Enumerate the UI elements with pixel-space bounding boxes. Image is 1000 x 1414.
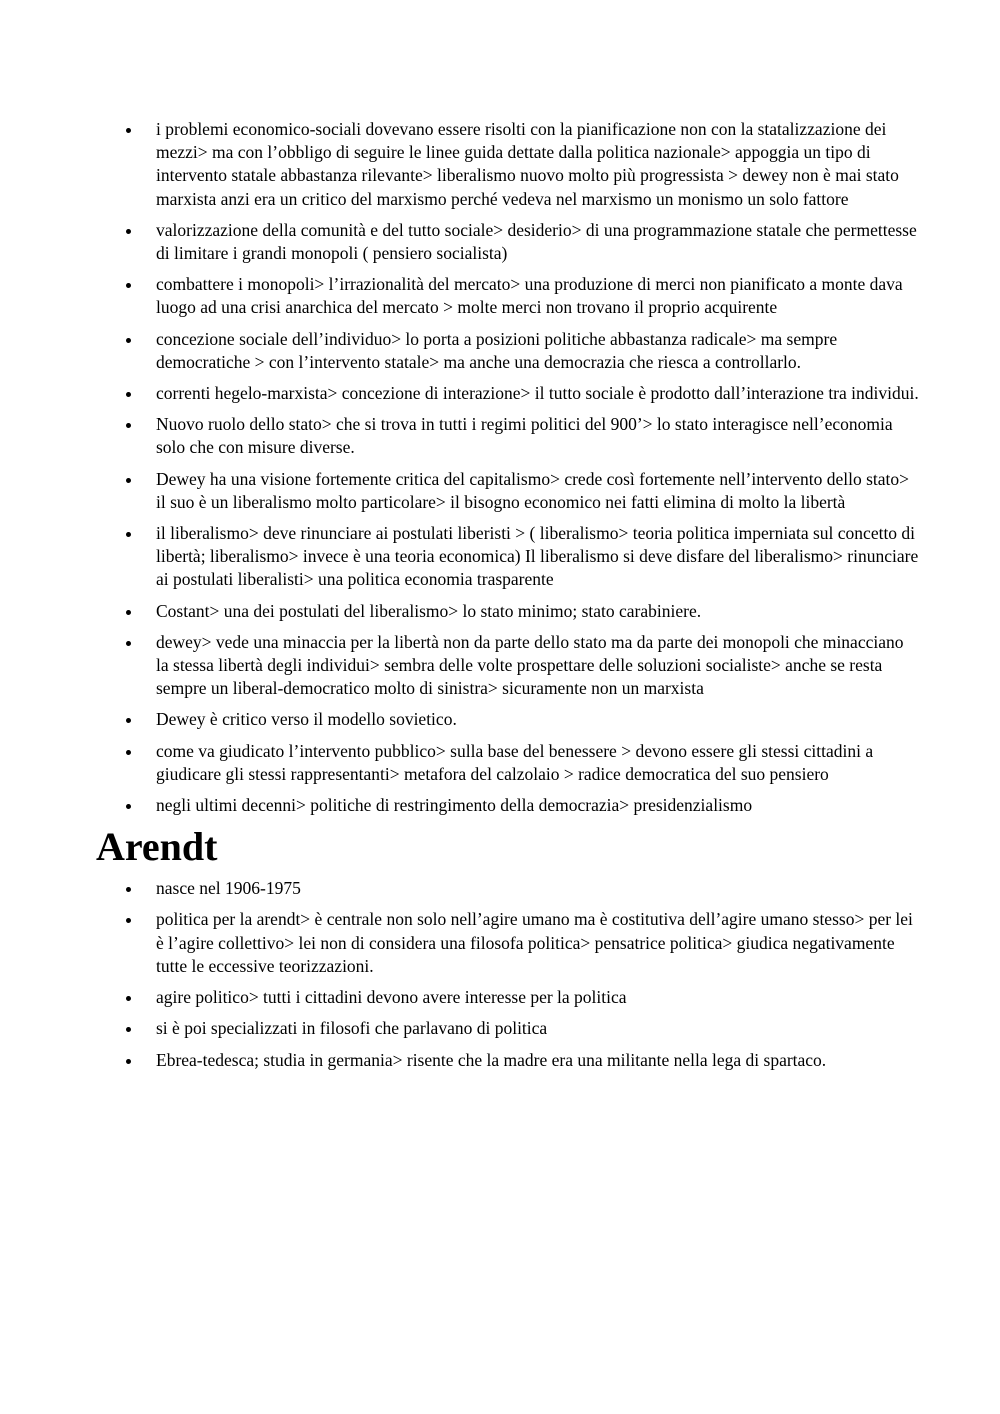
bullet-icon <box>126 229 131 234</box>
bullet-list-arendt <box>96 877 920 1071</box>
list-item <box>156 794 920 817</box>
list-item-text: Dewey ha una visione fortemente critica del capitalismo> crede così fortemente nell’intervento dello stato> il suo è un liberalismo molto particolare> il bisogno economico nei fatti elimina di molto la libertà <box>156 468 909 512</box>
list-item-text: nasce nel 1906-1975 <box>156 878 301 899</box>
list-item <box>156 273 920 319</box>
list-item-text: Dewey è critico verso il modello sovietico. <box>156 709 457 730</box>
list-item <box>156 908 920 978</box>
list-item-text: combattere i monopoli> l’irrazionalità del mercato> una produzione di merci non pianificato a monte dava luogo ad una crisi anarchica del mercato > molte merci non trovano il proprio acquirente <box>156 274 903 318</box>
list-item-text: si è poi specializzati in filosofi che parlavano di politica <box>156 1018 548 1039</box>
bullet-icon <box>126 641 131 646</box>
list-item <box>156 468 920 514</box>
bullet-icon <box>126 887 131 892</box>
bullet-icon <box>126 423 131 428</box>
bullet-icon <box>126 128 131 133</box>
bullet-list-dewey <box>96 118 920 817</box>
list-item <box>156 708 920 731</box>
list-item <box>156 600 920 623</box>
list-item-text: Costant> una dei postulati del liberalismo> lo stato minimo; stato carabiniere. <box>156 600 702 621</box>
bullet-icon <box>126 478 131 483</box>
list-item-text: agire politico> tutti i cittadini devono avere interesse per la politica <box>156 987 627 1008</box>
list-item-text: concezione sociale dell’individuo> lo porta a posizioni politiche abbastanza radicale> ma sempre democratiche > con l’intervento statale> ma anche una democrazia che riesca a controllarlo. <box>156 328 838 372</box>
list-item-text: valorizzazione della comunità e del tutto sociale> desiderio> di una programmazione statale che permettesse di limitare i grandi monopoli ( pensiero socialista) <box>156 219 917 264</box>
list-item-text: negli ultimi decenni> politiche di restringimento della democrazia> presidenzialismo <box>156 795 753 816</box>
bullet-icon <box>126 918 131 923</box>
bullet-icon <box>126 610 131 615</box>
bullet-icon <box>126 338 131 343</box>
bullet-icon <box>126 532 131 537</box>
list-item <box>156 1017 920 1040</box>
list-item <box>156 328 920 374</box>
list-item-text: i problemi economico-sociali dovevano essere risolti con la pianificazione non con la statalizzazione dei mezzi> ma con l’obbligo di seguire le linee guida dettate dalla politica nazionale> appoggia un tipo di intervento statale abbastanza rilevante> liberalismo nuovo molto più progressista > dewey non è mai stato marxista anzi era un critico del marxismo perché vedeva nel marxismo un monismo un solo fattore <box>156 119 899 209</box>
list-item-text: correnti hegelo-marxista> concezione di interazione> il tutto sociale è prodotto dall’interazione tra individui. <box>156 383 919 404</box>
list-item <box>156 631 920 701</box>
list-item-text: dewey> vede una minaccia per la libertà non da parte dello stato ma da parte dei monopoli che minacciano la stessa libertà degli individui> sembra delle volte prospettare delle soluzioni socialiste> anche se resta sempre un liberal-democratico molto di sinistra> sicuramente non un marxista <box>156 631 904 699</box>
bullet-icon <box>126 996 131 1001</box>
list-item <box>156 522 920 592</box>
bullet-icon <box>126 718 131 723</box>
bullet-icon <box>126 283 131 288</box>
list-item <box>156 986 920 1009</box>
list-item <box>156 1049 920 1072</box>
section-heading: Arendt <box>96 824 218 870</box>
list-item <box>156 877 920 900</box>
bullet-icon <box>126 804 131 809</box>
list-item-text: Nuovo ruolo dello stato> che si trova in tutti i regimi politici del 900’> lo stato interagisce nell’economia solo che con misure diverse. <box>156 414 893 458</box>
bullet-icon <box>126 750 131 755</box>
list-item <box>156 740 920 786</box>
list-item-text: Ebrea-tedesca; studia in germania> risente che la madre era una militante nella lega di spartaco. <box>156 1049 827 1070</box>
bullet-icon <box>126 392 131 397</box>
list-item-text: come va giudicato l’intervento pubblico> sulla base del benessere > devono essere gli stessi cittadini a giudicare gli stessi rappresentanti> metafora del calzolaio > radice democratica del suo pensiero <box>156 740 874 784</box>
list-item <box>156 382 920 405</box>
bullet-icon <box>126 1027 131 1032</box>
list-item <box>156 219 920 265</box>
bullet-icon <box>126 1059 131 1064</box>
list-item-text: politica per la arendt> è centrale non solo nell’agire umano ma è costitutiva dell’agire umano stesso> per lei è l’agire collettivo> lei non di considera una filosofa politica> pensatrice politica> giudica negativamente tutte le eccessive teorizzazioni. <box>156 909 913 976</box>
list-item <box>156 413 920 459</box>
list-item <box>156 118 920 211</box>
list-item-text: il liberalismo> deve rinunciare ai postulati liberisti > ( liberalismo> teoria politica imperniata sul concetto di libertà; liberalismo> invece è una teoria economica) Il liberalismo si deve disfare del liberalismo> rinunciare ai postulati liberalisti> una politica economia trasparente <box>156 523 919 590</box>
